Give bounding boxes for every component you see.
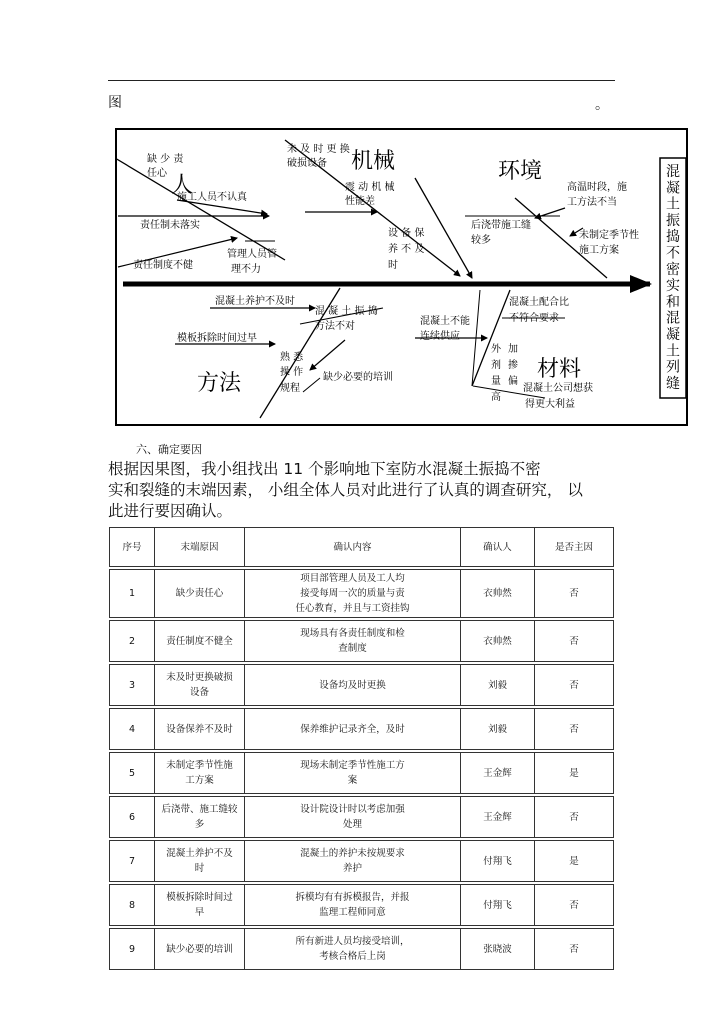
cell-content: 所有新进人员均接受培训， 考核合格后上岗 [245, 929, 461, 970]
cell-content: 现场未制定季节性施工方 案 [245, 753, 461, 794]
cause-add-1: 加 [508, 344, 518, 355]
branch-training [310, 340, 345, 370]
cause-formwork: 模板拆除时间过早 [177, 333, 257, 344]
branch-familiar [303, 378, 320, 392]
cause-post-pour-1: 后浇带施工缝 [471, 220, 531, 231]
svg-text:混凝土公司想获得更大利益 [523, 381, 593, 410]
cell-confirmer: 衣帅然 [461, 570, 535, 618]
cell-no: 4 [110, 709, 155, 750]
table-row [110, 885, 614, 926]
cause-add-3: 偏 [508, 376, 518, 387]
svg-text:管理人员管理不力 [227, 247, 277, 275]
cause-management-staff-2: 理不力 [231, 264, 261, 275]
effect-char: 凝 [666, 180, 680, 197]
cell-main-cause: 否 [535, 665, 614, 706]
cell-cause: 责任制度不健全 [155, 621, 245, 662]
cell-cause: 设备保养不及时 [155, 709, 245, 750]
effect-char: 凝 [666, 327, 680, 343]
cell-no: 9 [110, 929, 155, 970]
cell-main-cause: 否 [535, 929, 614, 970]
section-heading: 六、确定要因 [136, 443, 202, 456]
cause-post-pour-2: 较多 [471, 235, 491, 246]
cause-supply-1: 混凝土不能 [420, 316, 470, 327]
cause-system-incomplete: 责任制度不健 [133, 260, 193, 271]
cause-lack-responsibility-1: 缺 少 责 [147, 154, 184, 165]
svg-text:加掺偏 [508, 342, 518, 387]
table-row [110, 929, 614, 970]
cell-cause: 未及时更换破损 设备 [155, 665, 245, 706]
table-row [110, 665, 614, 706]
cell-main-cause: 否 [535, 885, 614, 926]
cell-no: 8 [110, 885, 155, 926]
cause-vibration-method-2: 方法不对 [315, 321, 355, 332]
header-rule [108, 80, 615, 81]
effect-char: 密 [666, 261, 680, 278]
cell-no: 6 [110, 797, 155, 838]
svg-text:高温时段，施工方法不当 [567, 180, 627, 208]
cause-responsibility-system: 责任制未落实 [140, 220, 200, 231]
cell-confirmer: 刘毅 [461, 709, 535, 750]
cause-vibration-machine-2: 性能差 [345, 196, 375, 207]
cause-vibration-method-1: 混 凝 土 振 捣 [315, 306, 378, 317]
cell-no: 5 [110, 753, 155, 794]
cause-mix-1: 混凝土配合比 [509, 297, 569, 308]
paragraph-line: 根据因果图，我小组找出 11 个影响地下室防水混凝土振捣不密 [108, 460, 541, 478]
category-method: 方法 [197, 371, 242, 396]
cause-curing: 混凝土养护不及时 [215, 296, 295, 307]
effect-char: 捣 [666, 229, 680, 246]
effect-char: 土 [666, 196, 680, 213]
section-paragraph [108, 459, 620, 522]
category-environment: 环境 [498, 159, 543, 184]
cell-confirmer: 张晓波 [461, 929, 535, 970]
cause-construction-staff: 施工人员不认真 [177, 192, 247, 203]
cell-cause: 混凝土养护不及 时 [155, 841, 245, 882]
cause-training: 缺少必要的培训 [323, 372, 393, 383]
paragraph-line: 此进行要因确认。 [108, 502, 233, 520]
table-body [110, 567, 614, 970]
cell-cause: 后浇带、施工缝较 多 [155, 797, 245, 838]
cell-main-cause: 否 [535, 621, 614, 662]
effect-char: 列 [666, 359, 680, 376]
cell-confirmer: 付翔飞 [461, 885, 535, 926]
table-row [110, 621, 614, 662]
effect-char: 实 [666, 278, 680, 295]
cause-maintenance-3: 时 [388, 260, 398, 271]
cause-confirmation-table [109, 527, 614, 970]
cause-admixture-1: 外 [491, 344, 501, 355]
table-header-row [110, 528, 614, 567]
table-row [110, 841, 614, 882]
effect-char: 和 [666, 294, 680, 311]
cause-supplier-2: 得更大利益 [525, 399, 575, 410]
cause-admixture-3: 量 [491, 376, 501, 387]
cause-replace-equipment-1: 未 及 时 更 换 [287, 144, 350, 155]
cause-maintenance-1: 设 备 保 [388, 228, 425, 239]
cell-confirmer: 王金辉 [461, 753, 535, 794]
cell-no: 2 [110, 621, 155, 662]
cell-main-cause: 否 [535, 709, 614, 750]
fishbone-diagram [115, 128, 688, 426]
svg-text:混凝土配合比不符合要求 [509, 295, 569, 324]
cause-management-staff-1: 管理人员管 [227, 249, 277, 260]
table-row [110, 753, 614, 794]
cause-familiar-2: 操 作 [280, 367, 304, 378]
table-row [110, 709, 614, 750]
cell-main-cause: 否 [535, 570, 614, 618]
cause-seasonal-1: 未制定季节性 [579, 230, 639, 241]
cell-content: 保养维护记录齐全，及时 [245, 709, 461, 750]
cell-main-cause: 是 [535, 753, 614, 794]
cause-familiar-1: 熟 悉 [280, 352, 304, 363]
svg-text:外剂量高 [491, 342, 502, 403]
svg-text:熟 悉操 作规程 [280, 350, 304, 394]
effect-text [666, 164, 680, 392]
category-people: 人 [171, 173, 194, 198]
cell-content: 混凝土的养护未按规要求 养护 [245, 841, 461, 882]
svg-text:后浇带施工缝较多 [471, 218, 531, 246]
cell-cause: 缺少责任心 [155, 570, 245, 618]
cause-supply-2: 连续供应 [420, 331, 460, 342]
svg-text:未 及 时 更 换破损设备 [287, 142, 350, 169]
cause-seasonal-2: 施工方案 [579, 245, 619, 256]
effect-char: 振 [666, 212, 680, 229]
effect-char: 混 [666, 164, 680, 180]
cell-cause: 模板拆除时间过 早 [155, 885, 245, 926]
cause-mix-2: 不符合要求 [509, 313, 559, 324]
cause-add-2: 掺 [508, 360, 518, 371]
figure-label-end: 。 [595, 97, 609, 113]
cause-admixture-2: 剂 [491, 360, 501, 371]
cell-no: 7 [110, 841, 155, 882]
cell-cause: 缺少必要的培训 [155, 929, 245, 970]
header-confirmer: 确认人 [461, 528, 535, 567]
cell-no: 3 [110, 665, 155, 706]
category-material: 材料 [537, 357, 582, 382]
cause-supplier-1: 混凝土公司想获 [523, 383, 593, 394]
cell-content: 设计院设计时以考虑加强 处理 [245, 797, 461, 838]
cause-vibration-machine-1: 震 动 机 械 [345, 182, 395, 193]
cell-content: 拆模均有有拆模报告，并报 监理工程师同意 [245, 885, 461, 926]
cause-admixture-4: 高 [491, 392, 501, 403]
cell-cause: 未制定季节性施 工方案 [155, 753, 245, 794]
cause-lack-responsibility-2: 任心 [147, 168, 167, 179]
svg-text:设 备 保养 不 及时 [388, 226, 424, 271]
cell-main-cause: 是 [535, 841, 614, 882]
effect-char: 缝 [666, 375, 680, 392]
table-row [110, 570, 614, 618]
category-machine: 机械 [351, 149, 396, 174]
header-content: 确认内容 [245, 528, 461, 567]
cell-main-cause: 否 [535, 797, 614, 838]
header-cause: 末端原因 [155, 528, 245, 567]
effect-char: 土 [666, 343, 680, 360]
cause-high-temp-1: 高温时段，施 [567, 182, 627, 193]
effect-char: 不 [666, 245, 680, 262]
cause-replace-equipment-2: 破损设备 [287, 158, 327, 169]
cell-confirmer: 付翔飞 [461, 841, 535, 882]
cell-content: 项目部管理人员及工人均 接受每周一次的质量与责 任心教育，并且与工资挂钩 [245, 570, 461, 618]
table-row [110, 797, 614, 838]
paragraph-line: 实和裂缝的末端因素， 小组全体人员对此进行了认真的调查研究， 以 [108, 481, 583, 499]
cause-high-temp-2: 工方法不当 [567, 197, 617, 208]
cause-maintenance-2: 养 不 及 [388, 244, 425, 255]
cell-no: 1 [110, 570, 155, 618]
cell-content: 设备均及时更换 [245, 665, 461, 706]
cell-confirmer: 刘毅 [461, 665, 535, 706]
svg-text:震 动 机 械性能差 [345, 180, 395, 207]
cell-confirmer: 王金辉 [461, 797, 535, 838]
cell-content: 现场具有各责任制度和检 查制度 [245, 621, 461, 662]
header-main-cause: 是否主因 [535, 528, 614, 567]
figure-label: 图 [108, 95, 122, 111]
header-no: 序号 [110, 528, 155, 567]
svg-text:未制定季节性施工方案 [579, 228, 639, 256]
cause-familiar-3: 规程 [280, 383, 300, 394]
effect-char: 混 [666, 310, 680, 327]
bone-people [115, 158, 285, 260]
svg-text:混 凝 土 振 捣方法不对 [315, 304, 378, 332]
cell-confirmer: 衣帅然 [461, 621, 535, 662]
